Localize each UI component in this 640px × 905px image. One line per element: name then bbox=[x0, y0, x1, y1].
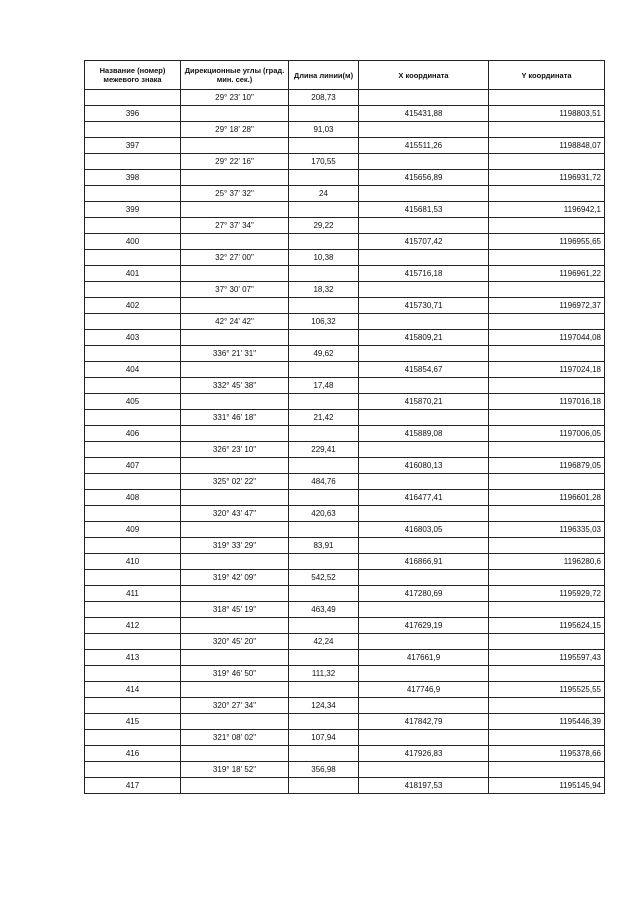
cell-length: 29,22 bbox=[289, 218, 359, 234]
cell-angle bbox=[181, 106, 289, 122]
cell-name bbox=[85, 282, 181, 298]
cell-x bbox=[359, 762, 489, 778]
cell-y bbox=[489, 698, 605, 714]
cell-name bbox=[85, 410, 181, 426]
cell-angle: 32° 27' 00" bbox=[181, 250, 289, 266]
cell-length: 10,38 bbox=[289, 250, 359, 266]
table-row bbox=[85, 170, 605, 186]
cell-x: 416080,13 bbox=[359, 458, 489, 474]
cell-angle bbox=[181, 138, 289, 154]
cell-name: 398 bbox=[85, 170, 181, 186]
cell-x: 415681,53 bbox=[359, 202, 489, 218]
cell-x bbox=[359, 186, 489, 202]
cell-x: 417926,83 bbox=[359, 746, 489, 762]
cell-y: 1195929,72 bbox=[489, 586, 605, 602]
table-row bbox=[85, 762, 605, 778]
cell-x: 415870,21 bbox=[359, 394, 489, 410]
table-row bbox=[85, 90, 605, 106]
cell-name: 415 bbox=[85, 714, 181, 730]
table-row bbox=[85, 682, 605, 698]
cell-x: 415716,18 bbox=[359, 266, 489, 282]
table-row bbox=[85, 250, 605, 266]
cell-y bbox=[489, 442, 605, 458]
cell-name bbox=[85, 602, 181, 618]
table-row bbox=[85, 314, 605, 330]
cell-length: 107,94 bbox=[289, 730, 359, 746]
cell-x: 416866,91 bbox=[359, 554, 489, 570]
cell-y bbox=[489, 90, 605, 106]
cell-length bbox=[289, 170, 359, 186]
cell-length: 111,32 bbox=[289, 666, 359, 682]
cell-x: 415707,42 bbox=[359, 234, 489, 250]
cell-x bbox=[359, 602, 489, 618]
table-row bbox=[85, 602, 605, 618]
cell-x: 416477,41 bbox=[359, 490, 489, 506]
cell-y bbox=[489, 186, 605, 202]
header-angle: Дирекционные углы (град. мин. сек.) bbox=[181, 61, 289, 90]
cell-angle bbox=[181, 266, 289, 282]
table-row bbox=[85, 282, 605, 298]
cell-length: 18,32 bbox=[289, 282, 359, 298]
cell-angle: 331° 46' 18" bbox=[181, 410, 289, 426]
cell-length: 24 bbox=[289, 186, 359, 202]
cell-angle bbox=[181, 298, 289, 314]
cell-y: 1197016,18 bbox=[489, 394, 605, 410]
cell-y bbox=[489, 602, 605, 618]
table-row bbox=[85, 554, 605, 570]
cell-x: 415431,88 bbox=[359, 106, 489, 122]
cell-length bbox=[289, 586, 359, 602]
cell-name bbox=[85, 186, 181, 202]
cell-y: 1196280,6 bbox=[489, 554, 605, 570]
cell-x bbox=[359, 474, 489, 490]
cell-length: 17,48 bbox=[289, 378, 359, 394]
cell-name: 396 bbox=[85, 106, 181, 122]
cell-angle: 326° 23' 10" bbox=[181, 442, 289, 458]
cell-x bbox=[359, 570, 489, 586]
cell-y: 1198803,51 bbox=[489, 106, 605, 122]
table-row bbox=[85, 186, 605, 202]
cell-name bbox=[85, 474, 181, 490]
cell-length bbox=[289, 490, 359, 506]
cell-y bbox=[489, 282, 605, 298]
cell-angle: 321° 08' 02" bbox=[181, 730, 289, 746]
table-row bbox=[85, 410, 605, 426]
cell-angle: 27° 37' 34" bbox=[181, 218, 289, 234]
cell-name bbox=[85, 90, 181, 106]
cell-angle bbox=[181, 618, 289, 634]
table-row bbox=[85, 330, 605, 346]
cell-length: 21,42 bbox=[289, 410, 359, 426]
cell-angle: 320° 27' 34" bbox=[181, 698, 289, 714]
cell-length bbox=[289, 650, 359, 666]
cell-angle: 25° 37' 32" bbox=[181, 186, 289, 202]
cell-name bbox=[85, 762, 181, 778]
cell-name bbox=[85, 666, 181, 682]
cell-angle: 320° 45' 20" bbox=[181, 634, 289, 650]
cell-x bbox=[359, 314, 489, 330]
cell-length bbox=[289, 682, 359, 698]
cell-y: 1198848,07 bbox=[489, 138, 605, 154]
table-row bbox=[85, 730, 605, 746]
cell-angle bbox=[181, 394, 289, 410]
cell-angle: 319° 33' 29" bbox=[181, 538, 289, 554]
cell-x bbox=[359, 346, 489, 362]
cell-x: 415889,08 bbox=[359, 426, 489, 442]
cell-x bbox=[359, 442, 489, 458]
cell-y bbox=[489, 762, 605, 778]
cell-angle bbox=[181, 714, 289, 730]
cell-y: 1195597,43 bbox=[489, 650, 605, 666]
table-row bbox=[85, 394, 605, 410]
cell-x bbox=[359, 698, 489, 714]
cell-angle: 332° 45' 38" bbox=[181, 378, 289, 394]
table-row bbox=[85, 634, 605, 650]
cell-length: 91,03 bbox=[289, 122, 359, 138]
table-row bbox=[85, 570, 605, 586]
table-row bbox=[85, 298, 605, 314]
cell-length: 484,76 bbox=[289, 474, 359, 490]
cell-name: 397 bbox=[85, 138, 181, 154]
table-row bbox=[85, 122, 605, 138]
cell-name bbox=[85, 538, 181, 554]
cell-length bbox=[289, 362, 359, 378]
cell-angle: 325° 02' 22" bbox=[181, 474, 289, 490]
cell-angle bbox=[181, 426, 289, 442]
cell-name: 414 bbox=[85, 682, 181, 698]
cell-name: 402 bbox=[85, 298, 181, 314]
cell-length: 83,91 bbox=[289, 538, 359, 554]
cell-length: 420,63 bbox=[289, 506, 359, 522]
cell-y bbox=[489, 506, 605, 522]
table-row bbox=[85, 698, 605, 714]
cell-x bbox=[359, 122, 489, 138]
cell-y bbox=[489, 634, 605, 650]
cell-name: 403 bbox=[85, 330, 181, 346]
cell-name bbox=[85, 250, 181, 266]
cell-name bbox=[85, 154, 181, 170]
cell-length bbox=[289, 202, 359, 218]
cell-length: 170,55 bbox=[289, 154, 359, 170]
cell-name: 406 bbox=[85, 426, 181, 442]
cell-x bbox=[359, 378, 489, 394]
cell-length: 356,98 bbox=[289, 762, 359, 778]
cell-length bbox=[289, 618, 359, 634]
cell-name: 408 bbox=[85, 490, 181, 506]
cell-name: 401 bbox=[85, 266, 181, 282]
cell-angle bbox=[181, 490, 289, 506]
cell-x: 415809,21 bbox=[359, 330, 489, 346]
cell-x bbox=[359, 250, 489, 266]
cell-y bbox=[489, 154, 605, 170]
cell-length bbox=[289, 746, 359, 762]
cell-angle: 319° 18' 52" bbox=[181, 762, 289, 778]
table-row bbox=[85, 154, 605, 170]
cell-angle: 320° 43' 47" bbox=[181, 506, 289, 522]
cell-y: 1196601,28 bbox=[489, 490, 605, 506]
table-row bbox=[85, 362, 605, 378]
table-row bbox=[85, 778, 605, 794]
table-row bbox=[85, 138, 605, 154]
cell-x: 418197,53 bbox=[359, 778, 489, 794]
cell-name: 409 bbox=[85, 522, 181, 538]
table-body bbox=[85, 90, 605, 794]
cell-y bbox=[489, 410, 605, 426]
cell-length bbox=[289, 330, 359, 346]
cell-length bbox=[289, 394, 359, 410]
cell-angle bbox=[181, 170, 289, 186]
cell-name bbox=[85, 698, 181, 714]
cell-x: 417280,69 bbox=[359, 586, 489, 602]
cell-angle: 29° 22' 16" bbox=[181, 154, 289, 170]
table-row bbox=[85, 618, 605, 634]
header-name: Название (номер) межевого знака bbox=[85, 61, 181, 90]
cell-name: 410 bbox=[85, 554, 181, 570]
cell-length: 229,41 bbox=[289, 442, 359, 458]
cell-y bbox=[489, 122, 605, 138]
cell-x: 415511,26 bbox=[359, 138, 489, 154]
cell-y: 1197006,05 bbox=[489, 426, 605, 442]
cell-x: 415730,71 bbox=[359, 298, 489, 314]
table-row bbox=[85, 266, 605, 282]
cell-name bbox=[85, 506, 181, 522]
cell-length bbox=[289, 714, 359, 730]
cell-y bbox=[489, 570, 605, 586]
cell-y bbox=[489, 378, 605, 394]
cell-name bbox=[85, 570, 181, 586]
table-row bbox=[85, 586, 605, 602]
cell-name bbox=[85, 122, 181, 138]
cell-length: 124,34 bbox=[289, 698, 359, 714]
table-row bbox=[85, 106, 605, 122]
coordinates-table bbox=[84, 60, 605, 794]
cell-angle: 29° 18' 28" bbox=[181, 122, 289, 138]
cell-angle bbox=[181, 778, 289, 794]
cell-name: 416 bbox=[85, 746, 181, 762]
cell-y bbox=[489, 250, 605, 266]
cell-angle: 42° 24' 42" bbox=[181, 314, 289, 330]
cell-y bbox=[489, 314, 605, 330]
cell-y: 1196961,22 bbox=[489, 266, 605, 282]
cell-name: 407 bbox=[85, 458, 181, 474]
cell-length: 42,24 bbox=[289, 634, 359, 650]
table-row bbox=[85, 346, 605, 362]
cell-angle bbox=[181, 586, 289, 602]
cell-length: 208,73 bbox=[289, 90, 359, 106]
cell-x: 415854,67 bbox=[359, 362, 489, 378]
cell-length: 49,62 bbox=[289, 346, 359, 362]
cell-x bbox=[359, 666, 489, 682]
cell-name bbox=[85, 634, 181, 650]
cell-y bbox=[489, 666, 605, 682]
table-row bbox=[85, 538, 605, 554]
cell-angle bbox=[181, 522, 289, 538]
cell-y bbox=[489, 346, 605, 362]
cell-y: 1195446,39 bbox=[489, 714, 605, 730]
cell-name: 417 bbox=[85, 778, 181, 794]
cell-y: 1196972,37 bbox=[489, 298, 605, 314]
cell-y: 1196942,1 bbox=[489, 202, 605, 218]
cell-name bbox=[85, 442, 181, 458]
table-row bbox=[85, 490, 605, 506]
cell-angle: 319° 46' 50" bbox=[181, 666, 289, 682]
table-row bbox=[85, 666, 605, 682]
cell-angle: 318° 45' 19" bbox=[181, 602, 289, 618]
cell-x: 416803,05 bbox=[359, 522, 489, 538]
table-row bbox=[85, 522, 605, 538]
cell-y bbox=[489, 538, 605, 554]
cell-length: 106,32 bbox=[289, 314, 359, 330]
cell-name bbox=[85, 730, 181, 746]
cell-length bbox=[289, 554, 359, 570]
cell-y: 1195525,55 bbox=[489, 682, 605, 698]
cell-name bbox=[85, 378, 181, 394]
cell-angle: 29° 23' 10" bbox=[181, 90, 289, 106]
table-row bbox=[85, 442, 605, 458]
cell-y: 1195378,66 bbox=[489, 746, 605, 762]
cell-angle bbox=[181, 234, 289, 250]
cell-name bbox=[85, 314, 181, 330]
cell-x: 417746,9 bbox=[359, 682, 489, 698]
cell-length bbox=[289, 106, 359, 122]
cell-y: 1196931,72 bbox=[489, 170, 605, 186]
table-row bbox=[85, 714, 605, 730]
cell-name: 399 bbox=[85, 202, 181, 218]
cell-name: 411 bbox=[85, 586, 181, 602]
cell-x: 415656,89 bbox=[359, 170, 489, 186]
cell-x bbox=[359, 90, 489, 106]
table-row bbox=[85, 650, 605, 666]
table-row bbox=[85, 458, 605, 474]
cell-y: 1196955,65 bbox=[489, 234, 605, 250]
cell-angle bbox=[181, 202, 289, 218]
cell-length bbox=[289, 234, 359, 250]
cell-angle: 37° 30' 07" bbox=[181, 282, 289, 298]
table-row bbox=[85, 218, 605, 234]
cell-x bbox=[359, 154, 489, 170]
cell-name: 400 bbox=[85, 234, 181, 250]
cell-angle: 319° 42' 09" bbox=[181, 570, 289, 586]
cell-x bbox=[359, 730, 489, 746]
cell-name: 412 bbox=[85, 618, 181, 634]
header-x: X координата bbox=[359, 61, 489, 90]
table-row bbox=[85, 474, 605, 490]
cell-angle bbox=[181, 554, 289, 570]
cell-angle: 336° 21' 31" bbox=[181, 346, 289, 362]
table-row bbox=[85, 202, 605, 218]
cell-x bbox=[359, 634, 489, 650]
cell-y: 1197024,18 bbox=[489, 362, 605, 378]
cell-angle bbox=[181, 458, 289, 474]
table-header-row bbox=[85, 61, 605, 90]
table-row bbox=[85, 378, 605, 394]
cell-name bbox=[85, 218, 181, 234]
cell-length bbox=[289, 426, 359, 442]
table-row bbox=[85, 426, 605, 442]
cell-x bbox=[359, 506, 489, 522]
cell-y: 1197044,08 bbox=[489, 330, 605, 346]
cell-length bbox=[289, 298, 359, 314]
header-y: Y координата bbox=[489, 61, 605, 90]
cell-x bbox=[359, 218, 489, 234]
cell-x: 417842,79 bbox=[359, 714, 489, 730]
cell-angle bbox=[181, 330, 289, 346]
cell-y: 1196335,03 bbox=[489, 522, 605, 538]
cell-y bbox=[489, 474, 605, 490]
cell-length bbox=[289, 266, 359, 282]
cell-name: 405 bbox=[85, 394, 181, 410]
cell-y: 1196879,05 bbox=[489, 458, 605, 474]
cell-x bbox=[359, 282, 489, 298]
cell-x bbox=[359, 410, 489, 426]
table-row bbox=[85, 746, 605, 762]
cell-y: 1195624,15 bbox=[489, 618, 605, 634]
table-row bbox=[85, 506, 605, 522]
header-length: Длина линии(м) bbox=[289, 61, 359, 90]
cell-length bbox=[289, 778, 359, 794]
table-row bbox=[85, 234, 605, 250]
cell-length bbox=[289, 138, 359, 154]
cell-y bbox=[489, 218, 605, 234]
cell-angle bbox=[181, 650, 289, 666]
cell-x bbox=[359, 538, 489, 554]
cell-length bbox=[289, 458, 359, 474]
cell-length: 542,52 bbox=[289, 570, 359, 586]
cell-length: 463,49 bbox=[289, 602, 359, 618]
cell-angle bbox=[181, 746, 289, 762]
cell-length bbox=[289, 522, 359, 538]
cell-y: 1195145,94 bbox=[489, 778, 605, 794]
cell-name bbox=[85, 346, 181, 362]
cell-name: 404 bbox=[85, 362, 181, 378]
cell-y bbox=[489, 730, 605, 746]
cell-angle bbox=[181, 682, 289, 698]
cell-x: 417629,19 bbox=[359, 618, 489, 634]
cell-name: 413 bbox=[85, 650, 181, 666]
cell-x: 417661,9 bbox=[359, 650, 489, 666]
cell-angle bbox=[181, 362, 289, 378]
